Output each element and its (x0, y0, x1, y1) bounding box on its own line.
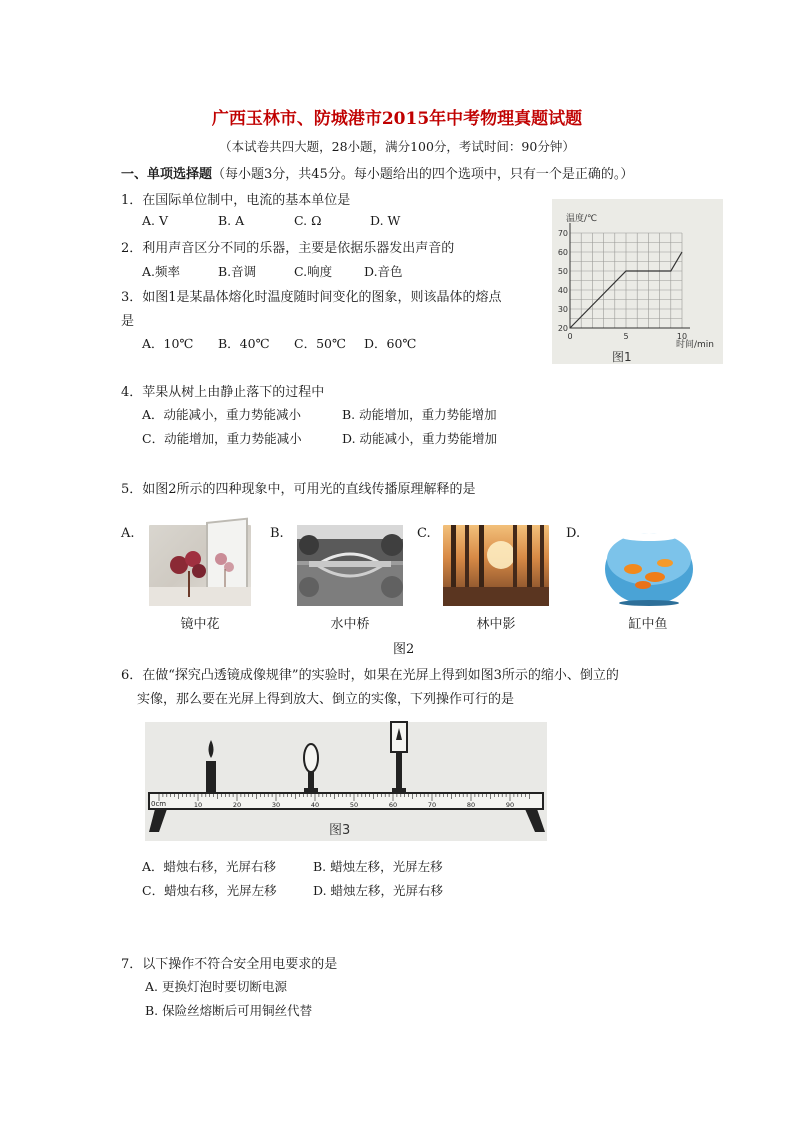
q2-option-b: B.音调 (218, 264, 257, 279)
q3-stem-line2: 是 (121, 314, 135, 329)
forest-drawing (443, 525, 549, 606)
q6-option-d: D. 蜡烛左移，光屏右移 (313, 883, 444, 898)
q6-option-c: C．蜡烛右移，光屏左移 (142, 883, 277, 898)
candle (206, 740, 216, 793)
x-tick-label: 10 (676, 332, 688, 341)
bridge-drawing (297, 525, 403, 606)
q5-caption-a: 镜中花 (180, 617, 220, 632)
photo-fish-bowl (593, 525, 705, 606)
figure-1 (552, 199, 723, 364)
q5-caption-c: 林中影 (476, 617, 516, 632)
q5-letter-a: A. (121, 526, 135, 541)
q2-option-d: D.音色 (364, 264, 403, 279)
graph-figure-label: 图1 (612, 350, 632, 364)
bench-leg-left (149, 809, 167, 832)
y-tick-label: 70 (557, 229, 568, 238)
q2-stem: 2．利用声音区分不同的乐器，主要是依据乐器发出声音的 (121, 241, 455, 256)
graph-grid (570, 233, 682, 328)
graph-ylabel: 温度/℃ (566, 214, 598, 224)
graph-xlabel: 时间/min (676, 340, 715, 350)
section-heading: 一、单项选择题 (121, 167, 213, 182)
x-tick-label: 0 (567, 332, 573, 341)
q3-option-b: B．40℃ (218, 336, 270, 351)
q6-stem-line2: 实像，那么要在光屏上得到放大、倒立的实像，下列操作可行的是 (137, 692, 515, 707)
page-title: 广西玉林市、防城港市2015年中考物理真题试题 (211, 109, 583, 129)
bench-leg-right (525, 809, 545, 832)
q4-option-b: B. 动能增加，重力势能增加 (342, 407, 497, 422)
scale-tick-label: 80 (466, 801, 476, 809)
q4-option-d: D. 动能减小，重力势能增加 (342, 431, 498, 446)
scale-tick-label: 60 (388, 801, 398, 809)
q5-caption-d: 缸中鱼 (628, 617, 668, 632)
q5-letter-c: C. (417, 526, 431, 541)
figure-3-label: 图3 (329, 823, 351, 838)
graph-axes (570, 223, 690, 328)
section-heading-row (121, 163, 633, 182)
q4-option-c: C．动能增加，重力势能减小 (142, 431, 302, 446)
scale-tick-label: 20 (232, 801, 242, 809)
y-tick-label: 20 (557, 324, 568, 333)
q7-option-b: B. 保险丝熔断后可用铜丝代替 (145, 1003, 313, 1018)
q1-stem: 1．在国际单位制中，电流的基本单位是 (121, 193, 351, 208)
section-note: （每小题3分，共45分。每小题给出的四个选项中，只有一个是正确的。） (212, 167, 634, 182)
photo-forest-shadow (443, 525, 549, 606)
figure-3 (145, 722, 547, 841)
q5-caption-b: 水中桥 (330, 617, 370, 632)
photo-bridge-reflection (297, 525, 403, 606)
photo-mirror-flower (149, 525, 251, 606)
y-tick-label: 50 (557, 267, 568, 276)
axis-lines (570, 223, 690, 328)
exam-info: （本试卷共四大题，28小题，满分100分，考试时间：90分钟） (219, 139, 575, 154)
q3-option-d: D．60℃ (364, 336, 417, 351)
scale-tick-label: 70 (427, 801, 437, 809)
q4-stem: 4．苹果从树上由静止落下的过程中 (121, 385, 325, 400)
optical-bench (145, 722, 547, 841)
q3-stem-line1: 3．如图1是某晶体熔化时温度随时间变化的图象，则该晶体的熔点 (121, 290, 502, 305)
scale-tick-label: 30 (271, 801, 281, 809)
y-tick-label: 40 (557, 286, 568, 295)
q3-option-c: C．50℃ (294, 336, 346, 351)
y-tick-label: 60 (557, 248, 568, 257)
q5-stem: 5．如图2所示的四种现象中，可用光的直线传播原理解释的是 (121, 482, 476, 497)
scale-tick-label: 40 (310, 801, 320, 809)
y-tick-label: 30 (557, 305, 568, 314)
q4-option-a: A．动能减小，重力势能减小 (142, 407, 302, 422)
q6-option-b: B. 蜡烛左移，光屏左移 (313, 859, 443, 874)
q2-option-a: A.频率 (142, 264, 181, 279)
graph-y-ticks (558, 229, 568, 333)
melting-graph (552, 199, 723, 364)
q6-option-a: A．蜡烛右移，光屏右移 (142, 859, 277, 874)
q5-letter-d: D. (566, 526, 581, 541)
q6-stem-line1: 6．在做“探究凸透镜成像规律”的实验时，如果在光屏上得到如图3所示的缩小、倒立的 (121, 668, 619, 683)
bench-unit-label: 0cm (151, 800, 167, 808)
q5-letter-b: B. (270, 526, 284, 541)
graph-x-ticks (567, 332, 687, 341)
q1-option-c: C. Ω (294, 213, 322, 228)
q1-option-a: A. V (142, 213, 169, 228)
q1-option-b: B. A (218, 213, 245, 228)
convex-lens (304, 744, 318, 793)
q7-stem: 7．以下操作不符合安全用电要求的是 (121, 957, 338, 972)
q1-option-d: D. W (370, 213, 401, 228)
light-screen (391, 722, 407, 793)
scale-tick-label: 50 (349, 801, 359, 809)
scale-tick-label: 10 (193, 801, 203, 809)
mirror-flower-drawing (149, 525, 251, 606)
fish-bowl-drawing (593, 525, 705, 606)
q2-option-c: C.响度 (294, 264, 333, 279)
q3-option-a: A．10℃ (142, 336, 194, 351)
scale-tick-label: 90 (505, 801, 515, 809)
figure-2-label: 图2 (393, 642, 415, 657)
q7-option-a: A. 更换灯泡时要切断电源 (145, 979, 287, 994)
x-tick-label: 5 (623, 332, 629, 341)
